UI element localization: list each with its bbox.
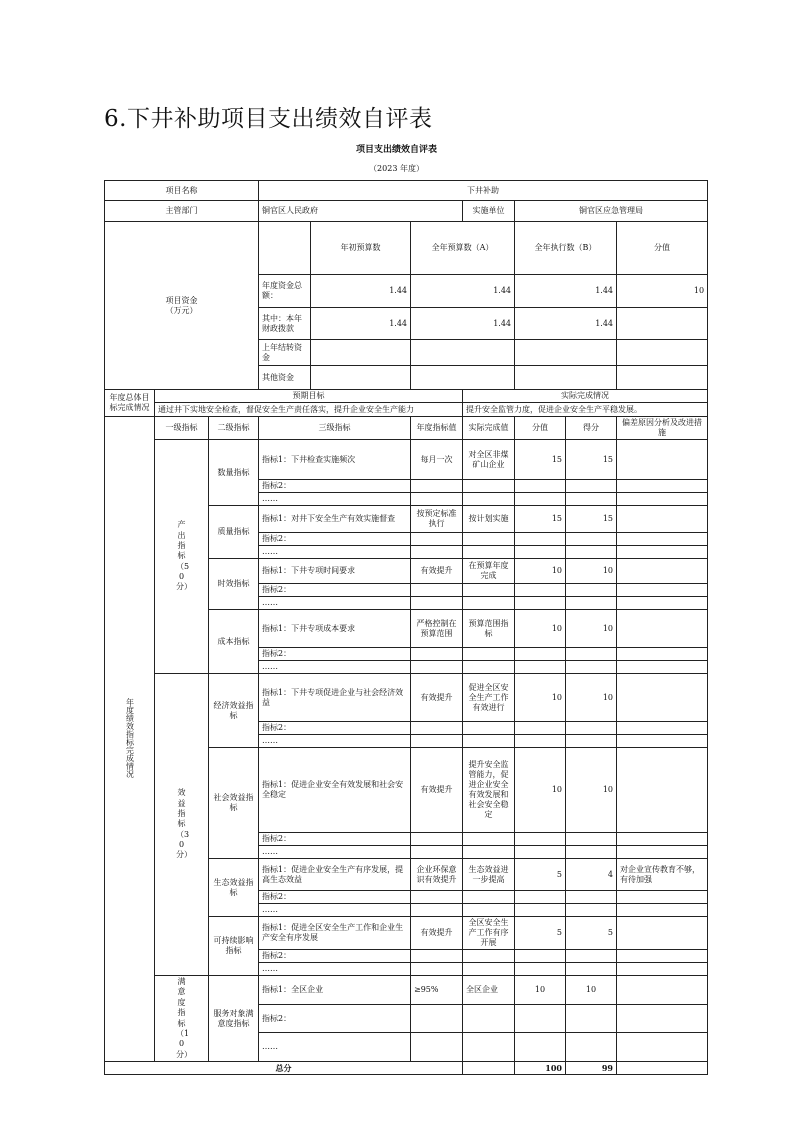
level3-indicator-2: 指标2： bbox=[259, 480, 411, 493]
indicator-note bbox=[617, 917, 708, 950]
indicator-actual: 预算范围指标 bbox=[463, 610, 515, 648]
indicator-target: 按预定标准执行 bbox=[411, 506, 463, 533]
funds-initial bbox=[311, 366, 411, 390]
level3-indicator: 指标1：下井专项时间要求 bbox=[259, 559, 411, 584]
blank-cell bbox=[463, 963, 515, 976]
indicator-score: 10 bbox=[566, 559, 617, 584]
level3-indicator: 指标1：对井下安全生产有效实施督查 bbox=[259, 506, 411, 533]
blank-cell bbox=[515, 950, 566, 963]
blank-cell bbox=[566, 950, 617, 963]
project-name-label: 项目名称 bbox=[105, 181, 259, 201]
indicator-score: 10 bbox=[566, 610, 617, 648]
blank-cell bbox=[515, 735, 566, 748]
indicator-target: ≥95% bbox=[411, 976, 463, 1005]
funds-header-initial: 年初预算数 bbox=[311, 222, 411, 275]
funds-row-label: 年度资金总额： bbox=[259, 275, 311, 308]
table-title: 项目支出绩效自评表 bbox=[355, 145, 437, 155]
level3-indicator: 指标1：下井检查实施频次 bbox=[259, 440, 411, 480]
actual-goal-label: 实际完成情况 bbox=[463, 390, 708, 403]
blank-cell bbox=[566, 597, 617, 610]
blank-cell bbox=[411, 584, 463, 597]
table-row bbox=[105, 674, 708, 722]
indicator-value: 10 bbox=[515, 610, 566, 648]
blank-cell bbox=[463, 891, 515, 904]
blank-cell bbox=[617, 661, 708, 674]
indicator-actual: 全区安全生产工作有序开展 bbox=[463, 917, 515, 950]
blank-cell bbox=[566, 533, 617, 546]
indicator-score: 15 bbox=[566, 506, 617, 533]
blank-cell bbox=[617, 904, 708, 917]
indicator-target: 企业环保意识有效提升 bbox=[411, 859, 463, 891]
level3-indicator-2: 指标2： bbox=[259, 584, 411, 597]
blank-cell bbox=[566, 735, 617, 748]
blank-cell bbox=[617, 833, 708, 846]
blank-cell bbox=[515, 963, 566, 976]
table-row bbox=[105, 390, 708, 403]
actual-goal-text: 提升安全监管力度，促进企业安全生产平稳发展。 bbox=[463, 403, 708, 417]
level3-indicator-dots: …… bbox=[259, 546, 411, 559]
level1-indicator bbox=[155, 976, 209, 1062]
indicator-actual: 按计划实施 bbox=[463, 506, 515, 533]
level3-indicator: 指标1：下井专项促进企业与社会经济效益 bbox=[259, 674, 411, 722]
level3-indicator: 指标1：促进全区安全生产工作和企业生产安全有序发展 bbox=[259, 917, 411, 950]
funds-annual: 1.44 bbox=[411, 275, 515, 308]
level3-indicator-2: 指标2： bbox=[259, 533, 411, 546]
table-row bbox=[105, 403, 708, 417]
level3-indicator-dots: …… bbox=[259, 904, 411, 917]
blank-cell bbox=[411, 1033, 463, 1062]
blank-cell bbox=[411, 546, 463, 559]
funds-row-label: 上年结转资金 bbox=[259, 340, 311, 366]
funds-header-blank bbox=[259, 222, 311, 275]
blank-cell bbox=[617, 546, 708, 559]
indicator-target: 有效提升 bbox=[411, 748, 463, 833]
indicators-section-label bbox=[105, 417, 155, 1062]
indicator-value: 15 bbox=[515, 506, 566, 533]
funds-executed bbox=[515, 340, 617, 366]
level3-indicator-dots: …… bbox=[259, 1033, 411, 1062]
blank-cell bbox=[515, 904, 566, 917]
blank-cell bbox=[463, 480, 515, 493]
level2-indicator: 成本指标 bbox=[209, 610, 259, 674]
blank-cell bbox=[463, 735, 515, 748]
funds-score-value bbox=[617, 340, 708, 366]
level3-indicator-2: 指标2： bbox=[259, 833, 411, 846]
level3-indicator-dots: …… bbox=[259, 735, 411, 748]
indicator-target: 有效提升 bbox=[411, 559, 463, 584]
indicator-target: 有效提升 bbox=[411, 674, 463, 722]
level3-indicator-dots: …… bbox=[259, 661, 411, 674]
blank-cell bbox=[566, 1004, 617, 1033]
blank-cell bbox=[463, 846, 515, 859]
project-name-value: 下井补助 bbox=[259, 181, 708, 201]
blank-cell bbox=[566, 833, 617, 846]
blank-cell bbox=[617, 493, 708, 506]
table-row bbox=[105, 222, 708, 275]
funds-annual bbox=[411, 340, 515, 366]
total-note bbox=[617, 1062, 708, 1075]
funds-score-value bbox=[617, 308, 708, 340]
blank-cell bbox=[463, 1033, 515, 1062]
expected-goal-text: 通过井下实地安全检查，督促安全生产责任落实，提升企业安全生产能力 bbox=[155, 403, 463, 417]
blank-cell bbox=[617, 480, 708, 493]
indicator-target: 有效提升 bbox=[411, 917, 463, 950]
indicator-note bbox=[617, 610, 708, 648]
h-value: 分值 bbox=[515, 417, 566, 440]
unit-value: 铜官区应急管理局 bbox=[515, 201, 708, 222]
level3-indicator-2: 指标2： bbox=[259, 891, 411, 904]
blank-cell bbox=[566, 493, 617, 506]
level3-indicator-dots: …… bbox=[259, 493, 411, 506]
funds-row-label: 其他资金 bbox=[259, 366, 311, 390]
blank-cell bbox=[463, 493, 515, 506]
blank-cell bbox=[463, 597, 515, 610]
blank-cell bbox=[566, 722, 617, 735]
blank-cell bbox=[411, 833, 463, 846]
blank-cell bbox=[463, 904, 515, 917]
h-level2: 二级指标 bbox=[209, 417, 259, 440]
blank-cell bbox=[463, 833, 515, 846]
funds-annual bbox=[411, 366, 515, 390]
indicator-value: 10 bbox=[515, 674, 566, 722]
blank-cell bbox=[411, 735, 463, 748]
blank-cell bbox=[411, 1004, 463, 1033]
blank-cell bbox=[617, 950, 708, 963]
level1-indicator bbox=[155, 674, 209, 976]
blank-cell bbox=[515, 722, 566, 735]
level2-indicator: 服务对象满意度指标 bbox=[209, 976, 259, 1062]
blank-cell bbox=[617, 963, 708, 976]
h-level1: 一级指标 bbox=[155, 417, 209, 440]
indicator-value: 10 bbox=[515, 748, 566, 833]
blank-cell bbox=[411, 904, 463, 917]
total-blank bbox=[463, 1062, 515, 1075]
level3-indicator: 指标1：全区企业 bbox=[259, 976, 411, 1005]
level2-indicator: 可持续影响指标 bbox=[209, 917, 259, 976]
blank-cell bbox=[617, 1004, 708, 1033]
indicator-actual: 全区企业 bbox=[463, 976, 515, 1005]
level2-indicator: 经济效益指标 bbox=[209, 674, 259, 748]
indicators-section-text: 年度绩效指标完成情况 bbox=[125, 697, 135, 778]
blank-cell bbox=[411, 950, 463, 963]
blank-cell bbox=[463, 533, 515, 546]
blank-cell bbox=[463, 722, 515, 735]
blank-cell bbox=[463, 648, 515, 661]
unit-label: 实施单位 bbox=[463, 201, 515, 222]
level1-indicator bbox=[155, 440, 209, 674]
level3-indicator-dots: …… bbox=[259, 846, 411, 859]
level3-indicator: 指标1：促进企业安全生产有序发展，提高生态效益 bbox=[259, 859, 411, 891]
funds-score-value bbox=[617, 366, 708, 390]
level2-indicator: 社会效益指标 bbox=[209, 748, 259, 859]
level3-indicator-dots: …… bbox=[259, 597, 411, 610]
blank-cell bbox=[566, 661, 617, 674]
funds-executed bbox=[515, 366, 617, 390]
indicator-actual: 提升安全监管能力，促进企业安全有效发展和社会安全稳定 bbox=[463, 748, 515, 833]
blank-cell bbox=[463, 546, 515, 559]
blank-cell bbox=[617, 533, 708, 546]
blank-cell bbox=[411, 891, 463, 904]
indicator-target: 每月一次 bbox=[411, 440, 463, 480]
performance-table bbox=[104, 180, 708, 1075]
indicator-value: 10 bbox=[515, 559, 566, 584]
level2-indicator: 生态效益指标 bbox=[209, 859, 259, 917]
blank-cell bbox=[463, 950, 515, 963]
blank-cell bbox=[617, 722, 708, 735]
blank-cell bbox=[463, 661, 515, 674]
level1-indicator-text: 效益指标（30分） bbox=[176, 788, 192, 860]
indicator-value: 15 bbox=[515, 440, 566, 480]
blank-cell bbox=[411, 597, 463, 610]
funds-annual: 1.44 bbox=[411, 308, 515, 340]
total-value: 100 bbox=[515, 1062, 566, 1075]
blank-cell bbox=[515, 846, 566, 859]
indicator-score: 10 bbox=[566, 674, 617, 722]
total-label: 总分 bbox=[105, 1062, 463, 1075]
blank-cell bbox=[617, 597, 708, 610]
indicator-note bbox=[617, 559, 708, 584]
blank-cell bbox=[566, 1033, 617, 1062]
h-target: 年度指标值 bbox=[411, 417, 463, 440]
table-row bbox=[105, 976, 708, 1005]
indicator-actual: 促进全区安全生产工作有效进行 bbox=[463, 674, 515, 722]
blank-cell bbox=[411, 533, 463, 546]
h-note: 偏差原因分析及改进措施 bbox=[617, 417, 708, 440]
funds-executed: 1.44 bbox=[515, 308, 617, 340]
indicator-note bbox=[617, 506, 708, 533]
indicator-score: 15 bbox=[566, 440, 617, 480]
blank-cell bbox=[411, 963, 463, 976]
funds-header-annual: 全年预算数（A） bbox=[411, 222, 515, 275]
level3-indicator-dots: …… bbox=[259, 963, 411, 976]
funds-row-label: 其中：本年财政拨款 bbox=[259, 308, 311, 340]
blank-cell bbox=[515, 833, 566, 846]
funds-initial: 1.44 bbox=[311, 308, 411, 340]
level3-indicator-2: 指标2： bbox=[259, 722, 411, 735]
blank-cell bbox=[566, 846, 617, 859]
blank-cell bbox=[515, 493, 566, 506]
level2-indicator: 数量指标 bbox=[209, 440, 259, 506]
indicator-note bbox=[617, 440, 708, 480]
blank-cell bbox=[515, 584, 566, 597]
blank-cell bbox=[617, 648, 708, 661]
level3-indicator-2: 指标2： bbox=[259, 648, 411, 661]
blank-cell bbox=[411, 648, 463, 661]
blank-cell bbox=[566, 648, 617, 661]
blank-cell bbox=[566, 904, 617, 917]
level3-indicator-2: 指标2： bbox=[259, 950, 411, 963]
indicator-actual: 在预算年度完成 bbox=[463, 559, 515, 584]
blank-cell bbox=[515, 546, 566, 559]
blank-cell bbox=[411, 480, 463, 493]
level2-indicator: 时效指标 bbox=[209, 559, 259, 610]
h-score: 得分 bbox=[566, 417, 617, 440]
page-heading: 6.下井补助项目支出绩效自评表 bbox=[104, 106, 433, 132]
blank-cell bbox=[566, 963, 617, 976]
dept-label: 主管部门 bbox=[105, 201, 259, 222]
blank-cell bbox=[515, 1004, 566, 1033]
level2-indicator: 质量指标 bbox=[209, 506, 259, 559]
blank-cell bbox=[617, 735, 708, 748]
blank-cell bbox=[515, 661, 566, 674]
level3-indicator-2: 指标2： bbox=[259, 1004, 411, 1033]
indicator-note: 对企业宣传教育不够，有待加强 bbox=[617, 859, 708, 891]
blank-cell bbox=[411, 493, 463, 506]
blank-cell bbox=[566, 891, 617, 904]
blank-cell bbox=[411, 846, 463, 859]
indicator-score: 4 bbox=[566, 859, 617, 891]
blank-cell bbox=[515, 597, 566, 610]
indicator-value: 5 bbox=[515, 859, 566, 891]
level1-indicator-text: 满意度指标（10分） bbox=[176, 977, 192, 1059]
level1-indicator-text: 产出指标（50分） bbox=[176, 520, 192, 592]
dept-value: 铜官区人民政府 bbox=[259, 201, 463, 222]
blank-cell bbox=[411, 661, 463, 674]
blank-cell bbox=[617, 1033, 708, 1062]
indicator-actual: 生态效益进一步提高 bbox=[463, 859, 515, 891]
blank-cell bbox=[566, 480, 617, 493]
funds-executed: 1.44 bbox=[515, 275, 617, 308]
blank-cell bbox=[566, 546, 617, 559]
table-row bbox=[105, 417, 708, 440]
funds-label: 项目资金 （万元） bbox=[105, 222, 259, 390]
funds-score-value: 10 bbox=[617, 275, 708, 308]
blank-cell bbox=[617, 584, 708, 597]
funds-header-executed: 全年执行数（B） bbox=[515, 222, 617, 275]
indicator-actual: 对全区非煤矿山企业 bbox=[463, 440, 515, 480]
blank-cell bbox=[515, 891, 566, 904]
funds-initial: 1.44 bbox=[311, 275, 411, 308]
table-row bbox=[105, 201, 708, 222]
table-row bbox=[105, 440, 708, 480]
indicator-note bbox=[617, 976, 708, 1005]
blank-cell bbox=[463, 584, 515, 597]
goals-label: 年度总体目标完成情况 bbox=[105, 390, 155, 417]
indicator-value: 5 bbox=[515, 917, 566, 950]
table-row bbox=[105, 1062, 708, 1075]
h-actual: 实际完成值 bbox=[463, 417, 515, 440]
blank-cell bbox=[463, 1004, 515, 1033]
level3-indicator: 指标1：下井专项成本要求 bbox=[259, 610, 411, 648]
funds-header-score-value: 分值 bbox=[617, 222, 708, 275]
blank-cell bbox=[515, 480, 566, 493]
blank-cell bbox=[617, 891, 708, 904]
indicator-score: 10 bbox=[566, 976, 617, 1005]
blank-cell bbox=[515, 533, 566, 546]
blank-cell bbox=[515, 1033, 566, 1062]
blank-cell bbox=[566, 584, 617, 597]
h-level3: 三级指标 bbox=[259, 417, 411, 440]
indicator-note bbox=[617, 674, 708, 722]
blank-cell bbox=[515, 648, 566, 661]
indicator-value: 10 bbox=[515, 976, 566, 1005]
table-row bbox=[105, 181, 708, 201]
indicator-target: 严格控制在预算范围 bbox=[411, 610, 463, 648]
expected-goal-label: 预期目标 bbox=[155, 390, 463, 403]
indicator-note bbox=[617, 748, 708, 833]
indicator-score: 10 bbox=[566, 748, 617, 833]
level3-indicator: 指标1：促进企业安全有效发展和社会安全稳定 bbox=[259, 748, 411, 833]
funds-initial bbox=[311, 340, 411, 366]
year-label: （2023 年度） bbox=[369, 164, 424, 173]
total-score: 99 bbox=[566, 1062, 617, 1075]
blank-cell bbox=[411, 722, 463, 735]
indicator-score: 5 bbox=[566, 917, 617, 950]
blank-cell bbox=[617, 846, 708, 859]
